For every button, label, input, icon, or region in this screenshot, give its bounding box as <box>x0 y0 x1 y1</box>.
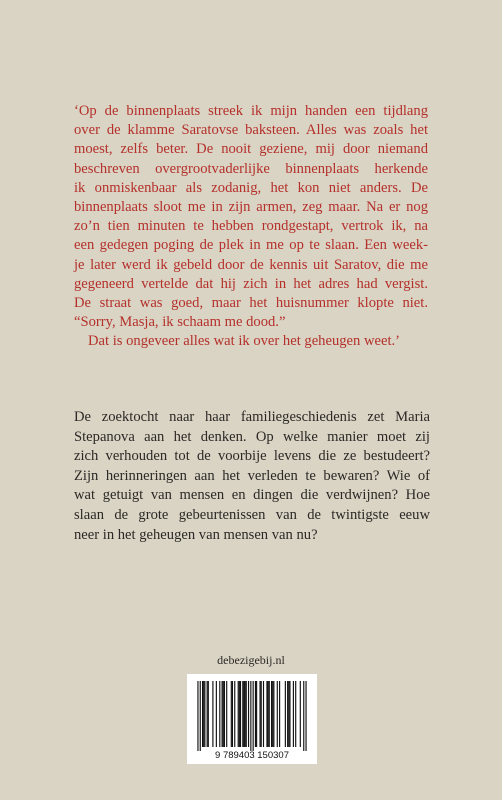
quote-line: moest, zelfs beter. De nooit geziene, mij door niemand <box>74 141 428 158</box>
barcode-bar <box>226 681 227 747</box>
barcode-bar <box>250 681 251 751</box>
barcode-bar <box>268 681 269 747</box>
barcode-bar <box>271 681 272 747</box>
blurb-line: slaan de grote gebeurtenissen van de twintigste eeuw <box>74 506 430 523</box>
barcode-bar <box>234 681 235 747</box>
barcode-bar <box>238 681 239 747</box>
barcode-bar <box>197 681 198 751</box>
barcode-bar <box>288 681 289 747</box>
quote-line: een gedegen poging de plek in me op te slaan. Een week- <box>74 237 428 254</box>
barcode-bar <box>222 681 223 747</box>
barcode-bar <box>208 681 209 747</box>
barcode-bar <box>303 681 304 751</box>
isbn-barcode <box>187 674 317 764</box>
barcode-bar <box>203 681 204 747</box>
quote-line: gegeneerd vertelde dat hij zich in het adres had vergist. <box>74 275 428 292</box>
quote-line: Dat is ongeveer alles wat ik over het geheugen weet.’ <box>88 333 401 350</box>
barcode-bar <box>242 681 243 747</box>
barcode-bar <box>212 681 213 747</box>
barcode-bar <box>224 681 225 747</box>
barcode-bar <box>253 681 254 751</box>
barcode-bar <box>279 681 280 747</box>
barcode-bar <box>300 681 301 747</box>
barcode-bar <box>245 681 246 747</box>
quote-line: over de klamme Saratovse baksteen. Alles was zoals het <box>74 122 428 139</box>
barcode-bar <box>273 681 274 747</box>
barcode-bar <box>287 681 288 747</box>
barcode-bar <box>239 681 240 747</box>
barcode-bar <box>231 681 232 747</box>
barcode-bar <box>277 681 278 747</box>
blurb-line: neer in het geheugen van mensen van nu? <box>74 526 318 543</box>
quote-line: binnenplaats sloot me in zijn armen, zeg maar. Na er nog <box>74 199 428 216</box>
quote-line: je later werd ik gebeld door de kennis uit Saratov, die me <box>74 256 428 273</box>
barcode-bar <box>202 681 203 747</box>
book-blurb <box>74 408 430 545</box>
barcode-bar <box>255 681 256 747</box>
barcode-bar <box>293 681 294 747</box>
barcode-bar <box>272 681 273 747</box>
barcode-bar <box>204 681 205 747</box>
excerpt-quote <box>74 102 428 352</box>
quote-line: ik onmiskenbaar als zodanig, het kon niet anders. De <box>74 179 428 196</box>
quote-line: ‘Op de binnenplaats streek ik mijn handen een tijdlang <box>74 103 428 119</box>
barcode-bar <box>200 681 201 751</box>
barcode-bar <box>219 681 220 747</box>
barcode-bar <box>266 681 267 747</box>
barcode-bar <box>223 681 224 747</box>
barcode-bar <box>232 681 233 747</box>
barcode-bar <box>216 681 217 747</box>
blurb-line: Stepanova aan het denken. Op welke manier moet zij <box>74 428 430 445</box>
quote-line: “Sorry, Masja, ik schaam me dood.” <box>74 314 286 331</box>
barcode-bar <box>261 681 262 747</box>
barcode-bar <box>305 681 306 751</box>
blurb-line: De zoektocht naar haar familiegeschiedenis zet Maria <box>74 409 430 425</box>
barcode-bar <box>240 681 241 747</box>
quote-line: zo’n tien minuten te hebben rondgestapt, vertrok ik, na <box>74 218 428 235</box>
barcode-bar <box>289 681 290 747</box>
barcode-bar <box>259 681 260 747</box>
barcode-bar <box>269 681 270 747</box>
barcode-bar <box>285 681 286 747</box>
quote-line: De straat was goed, maar het huisnummer klopte niet. <box>74 295 428 312</box>
blurb-line: zich verhouden tot de voorbije levens die ze bestudeert? <box>74 448 430 465</box>
barcode-bar <box>256 681 257 747</box>
publisher-website: debezigebij.nl <box>217 653 285 667</box>
barcode-digits: 9 789403 150307 <box>215 750 289 761</box>
barcode-bar <box>295 681 296 747</box>
barcode-bar <box>243 681 244 747</box>
quote-line: beschreven overgrootvaderlijke binnenplaats herkende <box>74 160 428 177</box>
barcode-bar <box>248 681 249 747</box>
barcode-bar <box>246 681 247 747</box>
barcode-graphic <box>187 674 317 764</box>
barcode-bar <box>207 681 208 747</box>
blurb-line: Zijn herinneringen aan het verleden te bewaren? Wie of <box>74 467 430 484</box>
blurb-line: wat getuigt van mensen en dingen die verdwijnen? Hoe <box>74 487 430 504</box>
barcode-bar <box>263 681 264 747</box>
